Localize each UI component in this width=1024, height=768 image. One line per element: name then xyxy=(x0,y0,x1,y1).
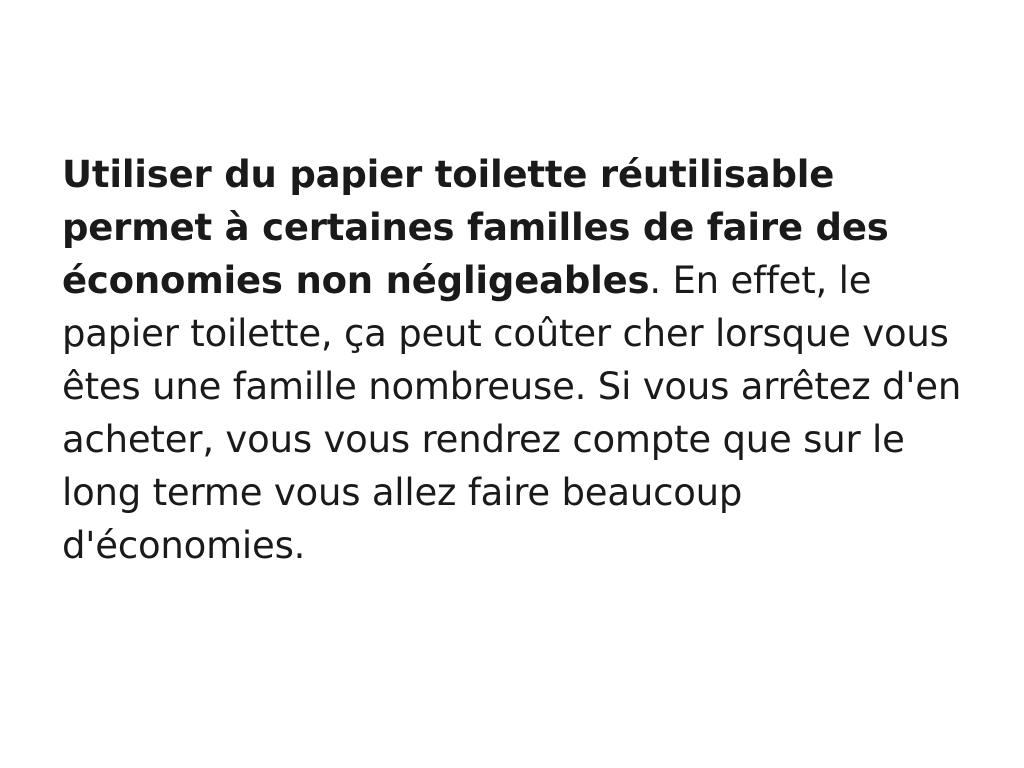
body-paragraph xyxy=(62,148,974,572)
bold-lead-text: Utiliser du papier toilette réutilisable permet à certaines familles de faire des économies non négligeables xyxy=(62,153,889,302)
body-rest-text: . En effet, le papier toilette, ça peut coûter cher lorsque vous êtes une famille nombreuse. Si vous arrêtez d'en acheter, vous vous rendrez compte que sur le long terme vous allez faire beaucoup d'économies. xyxy=(62,259,962,567)
text-block xyxy=(62,148,974,572)
